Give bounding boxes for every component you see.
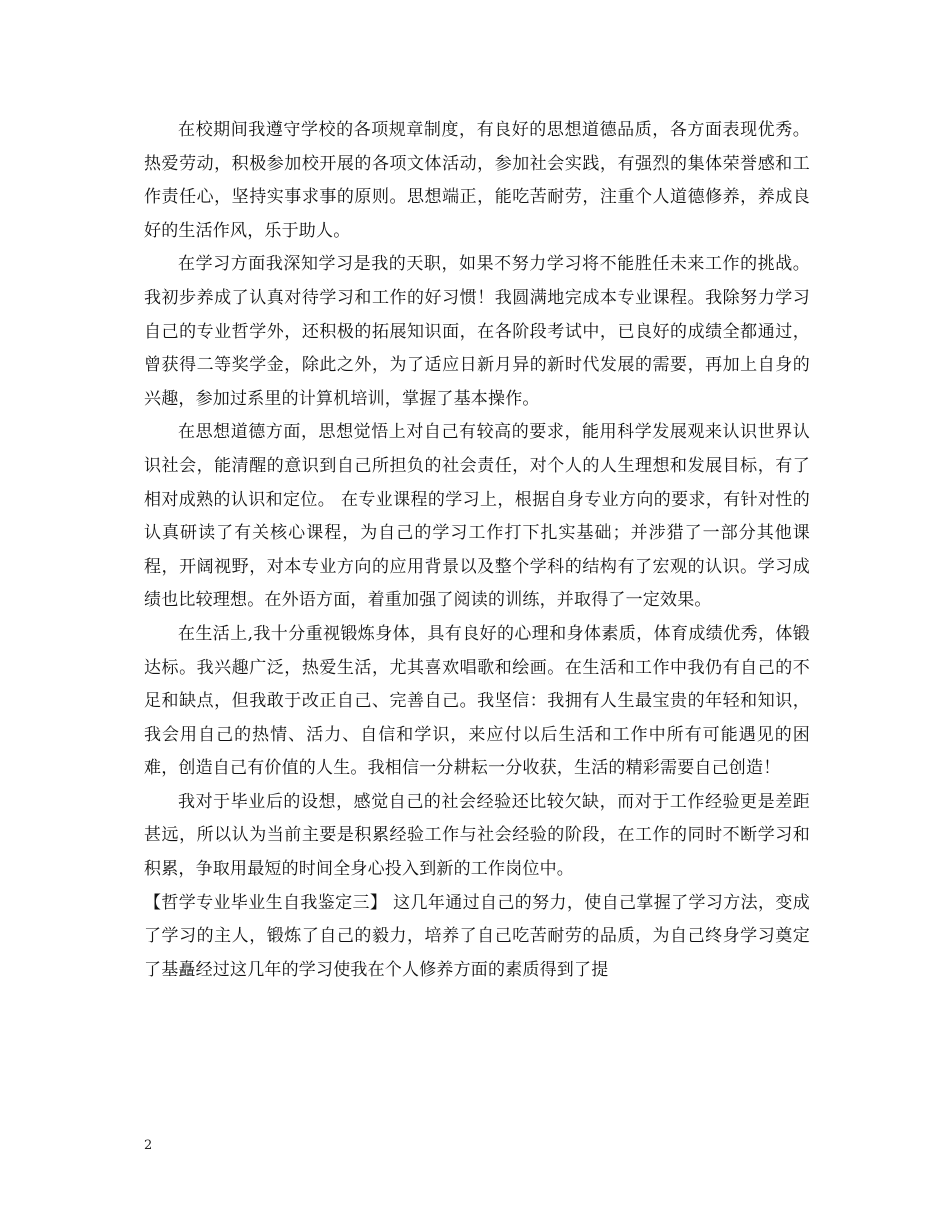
paragraph-section-three: 【哲学专业毕业生自我鉴定三】 这几年通过自己的努力，使自己掌握了学习方法，变成了学习的主人，锻炼了自己的毅力，培养了自己吃苦耐劳的品质，为自己终身学习奠定了基矗经过这几年的学习使我在个人修养方面的素质得到了提	[144, 892, 810, 980]
page-number: 2	[144, 1138, 153, 1153]
document-body	[144, 114, 810, 987]
paragraph-morality: 在思想道德方面，思想觉悟上对自己有较高的要求，能用科学发展观来认识世界认识社会，能清醒的意识到自己所担负的社会责任，对个人的人生理想和发展目标，有了相对成熟的认识和定位。 在专业课程的学习上，根据自身专业方向的要求，有针对性的认真研读了有关核心课程，为自己的学习工作打下扎实基础；并涉猎了一部分其他课程，开阔视野，对本专业方向的应用背景以及整个学科的结构有了宏观的认识。学习成绩也比较理想。在外语方面，着重加强了阅读的训练，并取得了一定效果。	[144, 422, 810, 611]
paragraph-study: 在学习方面我深知学习是我的天职，如果不努力学习将不能胜任未来工作的挑战。我初步养成了认真对待学习和工作的好习惯！我圆满地完成本专业课程。我除努力学习自己的专业哲学外，还积极的拓展知识面，在各阶段考试中，已良好的成绩全都通过，曾获得二等奖学金，除此之外，为了适应日新月异的新时代发展的需要，再加上自身的兴趣，参加过系里的计算机培训，掌握了基本操作。	[144, 254, 810, 409]
paragraph-future: 我对于毕业后的设想，感觉自己的社会经验还比较欠缺，而对于工作经验更是差距甚远，所以认为当前主要是积累经验工作与社会经验的阶段，在工作的同时不断学习和积累，争取用最短的时间全身心投入到新的工作岗位中。	[144, 791, 810, 880]
paragraph-life: 在生活上,我十分重视锻炼身体，具有良好的心理和身体素质，体育成绩优秀，体锻达标。我兴趣广泛，热爱生活，尤其喜欢唱歌和绘画。在生活和工作中我仍有自己的不足和缺点，但我敢于改正自己、完善自己。我坚信：我拥有人生最宝贵的年轻和知识，我会用自己的热情、活力、自信和学识，来应付以后生活和工作中所有可能遇见的困难，创造自己有价值的人生。我相信一分耕耘一分收获，生活的精彩需要自己创造！	[144, 623, 810, 779]
paragraph-conduct: 在校期间我遵守学校的各项规章制度，有良好的思想道德品质，各方面表现优秀。热爱劳动，积极参加校开展的各项文体活动，参加社会实践，有强烈的集体荣誉感和工作责任心，坚持实事求事的原则。思想端正，能吃苦耐劳，注重个人道德修养，养成良好的生活作风，乐于助人。	[144, 120, 810, 241]
